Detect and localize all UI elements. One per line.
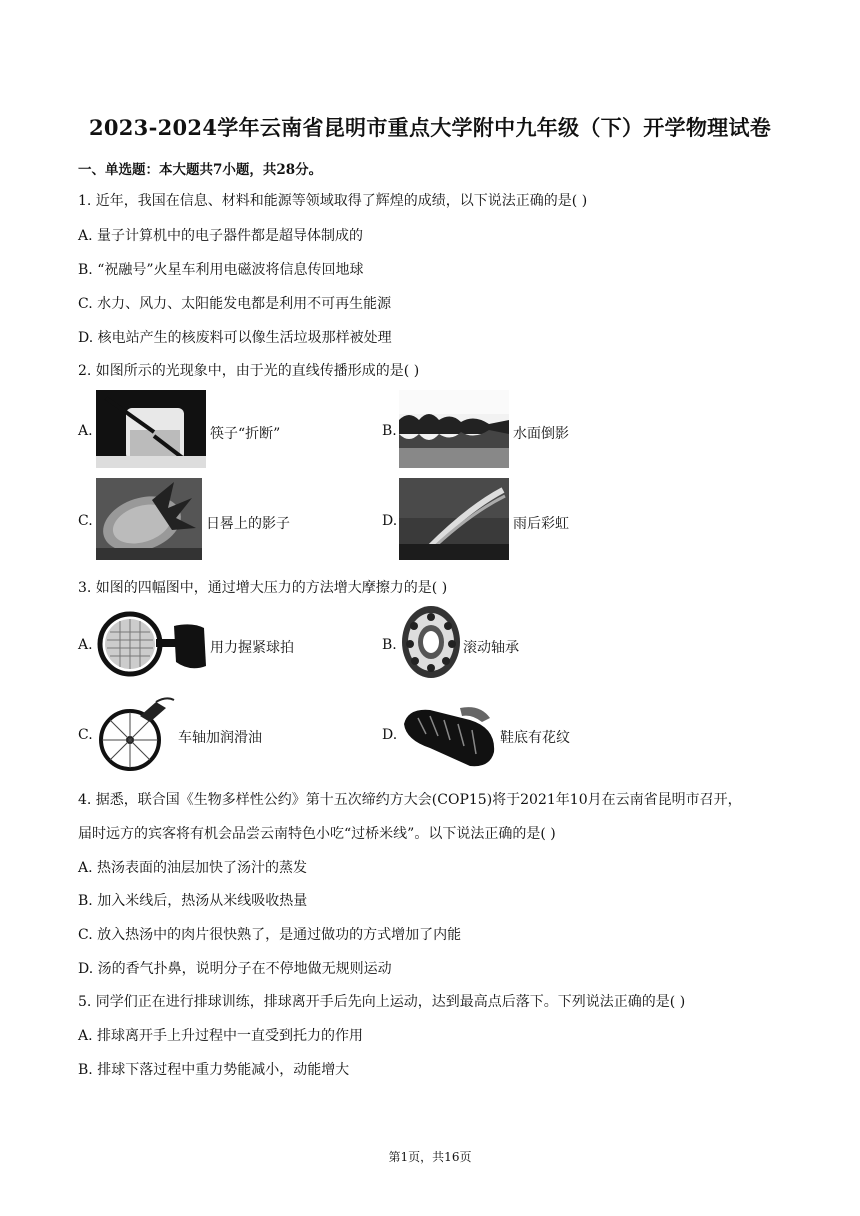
q3-option-b-letter: B. (382, 637, 397, 653)
q2-option-a-caption: 筷子“折断” (210, 426, 281, 442)
q5-stem: 5. 同学们正在进行排球训练，排球离开手后先向上运动，达到最高点后落下。下列说法正确的是( ) (78, 994, 686, 1010)
q1-option-b: B. “祝融号”火星车利用电磁波将信息传回地球 (78, 262, 364, 278)
page-title: 2023-2024学年云南省昆明市重点大学附中九年级（下）开学物理试卷 (88, 115, 772, 140)
chopsticks-in-water-image (96, 390, 206, 468)
page-footer: 第1页，共16页 (388, 1150, 472, 1164)
q1-stem: 1. 近年，我国在信息、材料和能源等领域取得了辉煌的成绩，以下说法正确的是( ) (78, 193, 588, 209)
q3-option-a-letter: A. (78, 637, 93, 653)
q4-option-d: D. 汤的香气扑鼻，说明分子在不停地做无规则运动 (78, 961, 392, 977)
rainbow-image (399, 478, 509, 560)
sundial-shadow-image (96, 478, 202, 560)
q2-option-c-letter: C. (78, 513, 93, 529)
q3-option-a-caption: 用力握紧球拍 (210, 640, 294, 656)
q3-option-d-caption: 鞋底有花纹 (500, 730, 570, 746)
q4-option-c: C. 放入热汤中的肉片很快熟了，是通过做功的方式增加了内能 (78, 927, 462, 943)
q5-option-b: B. 排球下落过程中重力势能减小，动能增大 (78, 1062, 350, 1078)
q2-option-b-letter: B. (382, 423, 397, 439)
q4-option-a: A. 热汤表面的油层加快了汤汁的蒸发 (78, 860, 308, 876)
section-heading: 一、单选题：本大题共7小题，共28分。 (78, 162, 323, 178)
q3-stem: 3. 如图的四幅图中，通过增大压力的方法增大摩擦力的是( ) (78, 580, 448, 596)
q2-stem: 2. 如图所示的光现象中，由于光的直线传播形成的是( ) (78, 363, 420, 379)
q4-stem-line2: 届时远方的宾客将有机会品尝云南特色小吃“过桥米线”。以下说法正确的是( ) (78, 826, 556, 842)
q1-option-a: A. 量子计算机中的电子器件都是超导体制成的 (78, 228, 364, 244)
q2-option-a-letter: A. (78, 423, 93, 439)
q4-stem-line1: 4. 据悉，联合国《生物多样性公约》第十五次缔约方大会(COP15)将于2021年10月在云南省昆明市召开， (78, 792, 742, 808)
q3-option-c-caption: 车轴加润滑油 (178, 730, 262, 746)
q3-option-d-letter: D. (382, 727, 398, 743)
q1-option-d: D. 核电站产生的核废料可以像生活垃圾那样被处理 (78, 330, 392, 346)
q2-option-d-caption: 雨后彩虹 (513, 516, 569, 532)
racket-grip-image (96, 606, 208, 678)
bearing-image (400, 604, 462, 680)
bicycle-wheel-oiling-image (96, 696, 176, 772)
q2-option-b-caption: 水面倒影 (513, 426, 569, 442)
q2-option-d-letter: D. (382, 513, 398, 529)
q3-option-c-letter: C. (78, 727, 93, 743)
water-reflection-image (399, 390, 509, 468)
q4-option-b: B. 加入米线后，热汤从米线吸收热量 (78, 893, 308, 909)
q1-option-c: C. 水力、风力、太阳能发电都是利用不可再生能源 (78, 296, 392, 312)
q3-option-b-caption: 滚动轴承 (463, 640, 519, 656)
q5-option-a: A. 排球离开手上升过程中一直受到托力的作用 (78, 1028, 364, 1044)
q2-option-c-caption: 日晷上的影子 (206, 516, 290, 532)
shoe-sole-image (400, 700, 498, 770)
